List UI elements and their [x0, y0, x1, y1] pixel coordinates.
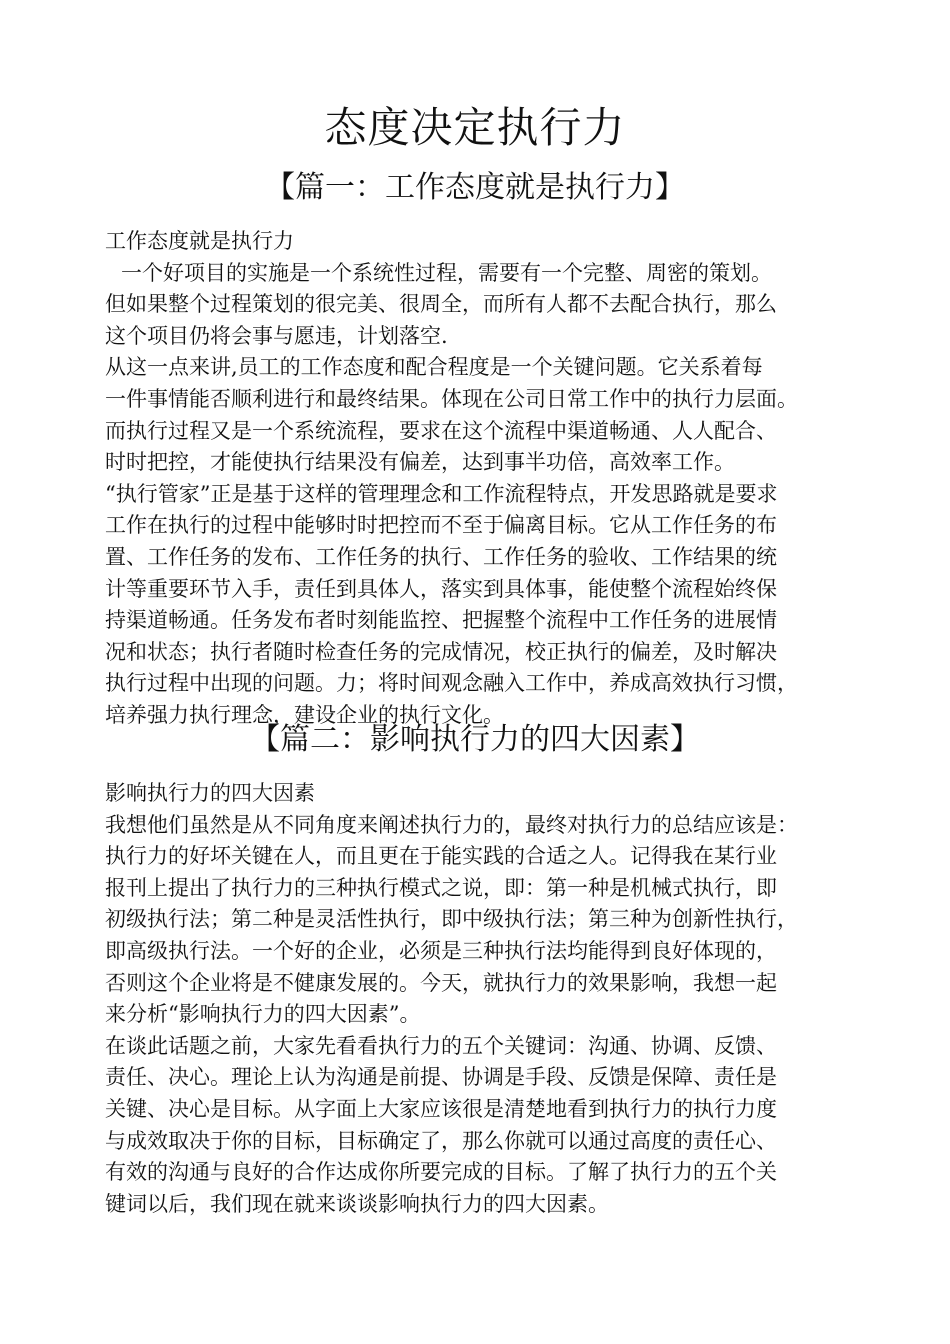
paragraph-line: 有效的沟通与良好的合作达成你所要完成的目标。了解了执行力的五个关: [105, 1160, 777, 1185]
paragraph-line: 来分析“影响执行力的四大因素”。: [105, 1002, 421, 1027]
paragraph-line: 从这一点来讲,员工的工作态度和配合程度是一个关键问题。它关系着每: [105, 355, 763, 380]
paragraph-line: 执行力的好坏关键在人，而且更在于能实践的合适之人。记得我在某行业: [105, 844, 777, 869]
paragraph-line: 执行过程中出现的问题。力；将时间观念融入工作中，养成高效执行习惯，: [105, 671, 798, 696]
paragraph-line: 键词以后，我们现在就来谈谈影响执行力的四大因素。: [105, 1191, 609, 1216]
paragraph-line: 但如果整个过程策划的很完美、很周全，而所有人都不去配合执行，那么: [105, 292, 777, 317]
paragraph-line: 况和状态；执行者随时检查任务的完成情况，校正执行的偏差，及时解决: [105, 639, 777, 664]
paragraph-line: 我想他们虽然是从不同角度来阐述执行力的，最终对执行力的总结应该是：: [105, 812, 798, 837]
paragraph-line: 工作态度就是执行力: [105, 229, 294, 253]
paragraph-line: 关键、决心是目标。从字面上大家应该很是清楚地看到执行力的执行力度: [105, 1096, 777, 1121]
paragraph-line: 计等重要环节入手，责任到具体人，落实到具体事，能使整个流程始终保: [105, 576, 777, 601]
paragraph-line: 这个项目仍将会事与愿违，计划落空.: [105, 323, 448, 348]
paragraph-line: 否则这个企业将是不健康发展的。今天，就执行力的效果影响，我想一起: [105, 970, 777, 995]
paragraph-line: 持渠道畅通。任务发布者时刻能监控、把握整个流程中工作任务的进展情: [105, 608, 777, 633]
paragraph-line: 影响执行力的四大因素: [105, 781, 315, 805]
paragraph-line: 在谈此话题之前，大家先看看执行力的五个关键词：沟通、协调、反馈、: [105, 1033, 777, 1058]
paragraph-line: “执行管家”正是基于这样的管理理念和工作流程特点，开发思路就是要求: [105, 481, 778, 506]
section-heading-1: 【篇一：工作态度就是执行力】: [265, 170, 685, 205]
paragraph-line: 时时把控，才能使执行结果没有偏差，达到事半功倍，高效率工作。: [105, 450, 735, 475]
paragraph-line: 即高级执行法。一个好的企业，必须是三种执行法均能得到良好体现的，: [105, 938, 777, 963]
paragraph-line: 而执行过程又是一个系统流程，要求在这个流程中渠道畅通、人人配合、: [105, 418, 777, 443]
section-body-2: [105, 778, 905, 1220]
paragraph-line: 置、工作任务的发布、工作任务的执行、工作任务的验收、工作结果的统: [105, 544, 777, 569]
paragraph-line: 一件事情能否顺利进行和最终结果。体现在公司日常工作中的执行力层面。: [105, 386, 798, 411]
paragraph-line: 一个好项目的实施是一个系统性过程，需要有一个完整、周密的策划。: [121, 260, 772, 285]
section-heading-2: 【篇二：影响执行力的四大因素】: [250, 722, 700, 757]
paragraph-line: 报刊上提出了执行力的三种执行模式之说，即：第一种是机械式执行，即: [105, 875, 777, 900]
paragraph-line: 与成效取决于你的目标，目标确定了，那么你就可以通过高度的责任心、: [105, 1128, 777, 1153]
document-title: 态度决定执行力: [324, 103, 626, 152]
section-body-1: [105, 226, 905, 732]
paragraph-line: 责任、决心。理论上认为沟通是前提、协调是手段、反馈是保障、责任是: [105, 1065, 777, 1090]
paragraph-line: 工作在执行的过程中能够时时把控而不至于偏离目标。它从工作任务的布: [105, 513, 777, 538]
paragraph-line: 培养强力执行理念，建设企业的执行文化。: [105, 702, 504, 727]
paragraph-line: 初级执行法；第二种是灵活性执行，即中级执行法；第三种为创新性执行，: [105, 907, 798, 932]
